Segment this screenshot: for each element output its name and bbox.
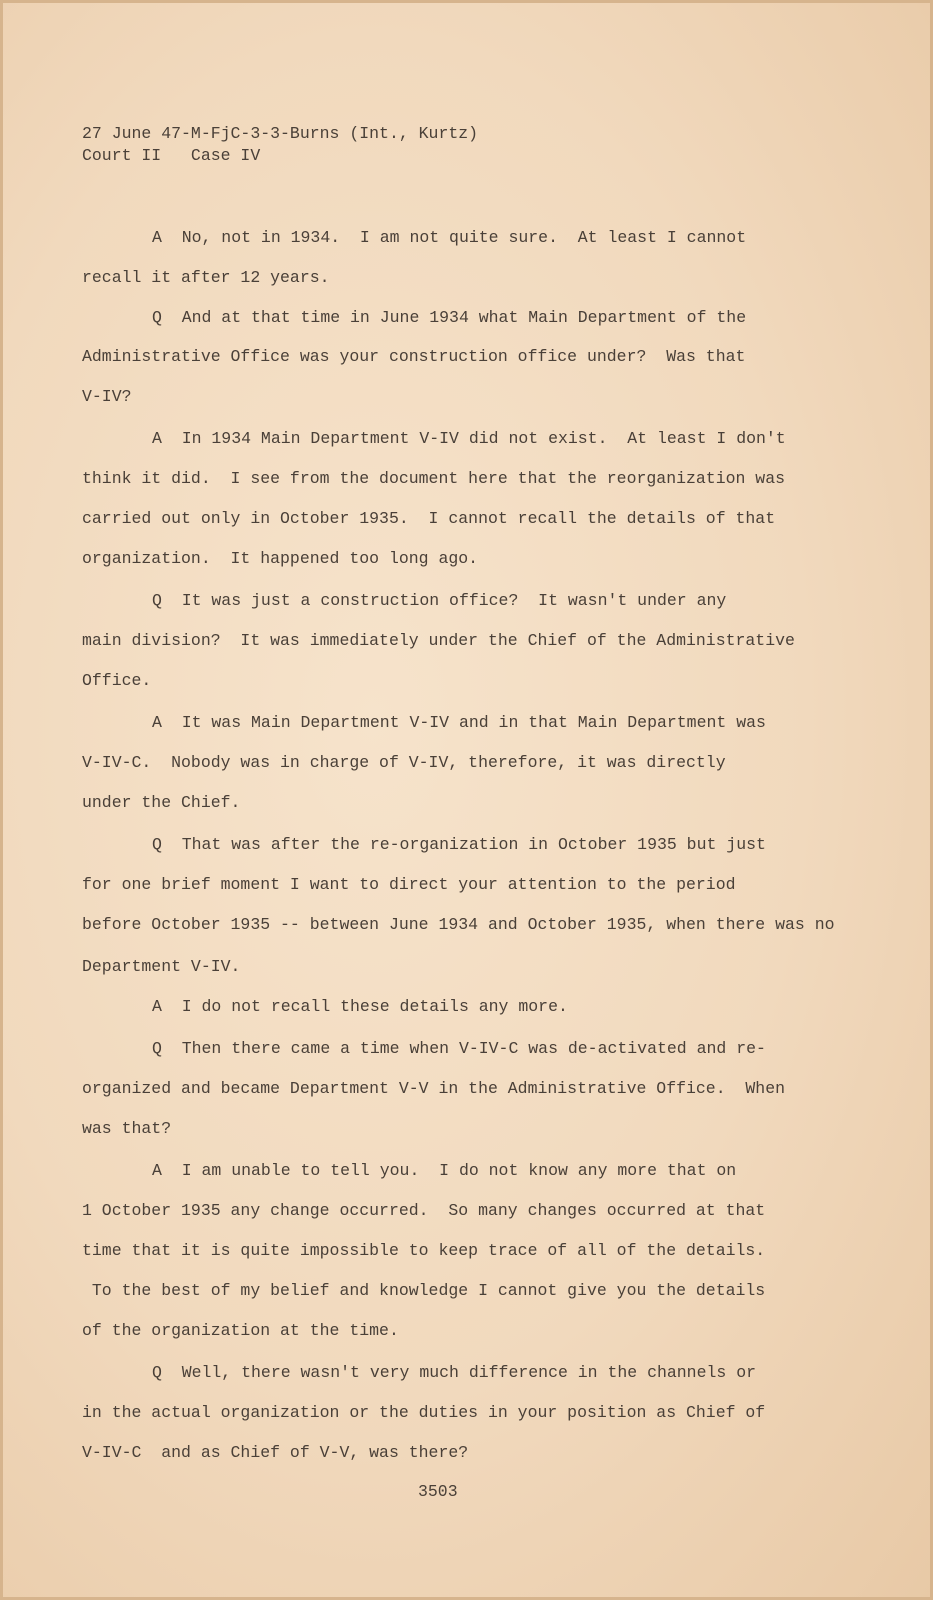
transcript-line: Q It was just a construction office? It wasn't under any xyxy=(152,591,727,610)
transcript-line: recall it after 12 years. xyxy=(82,268,330,287)
transcript-line: Q Well, there wasn't very much difference in the channels or xyxy=(152,1363,756,1382)
transcript-line: V-IV-C. Nobody was in charge of V-IV, therefore, it was directly xyxy=(82,753,726,772)
header-line-1: 27 June 47-M-FjC-3-3-Burns (Int., Kurtz) xyxy=(82,124,479,143)
transcript-line: Administrative Office was your construction office under? Was that xyxy=(82,347,746,366)
transcript-line: Q That was after the re-organization in October 1935 but just xyxy=(152,835,766,854)
transcript-line: in the actual organization or the duties in your position as Chief of xyxy=(82,1403,766,1422)
transcript-line: A I am unable to tell you. I do not know any more that on xyxy=(152,1161,737,1180)
transcript-line: A In 1934 Main Department V-IV did not exist. At least I don't xyxy=(152,429,786,448)
transcript-line: of the organization at the time. xyxy=(82,1321,399,1340)
transcript-line: Office. xyxy=(82,671,152,690)
transcript-line: time that it is quite impossible to keep trace of all of the details. xyxy=(82,1241,766,1260)
transcript-line: Q And at that time in June 1934 what Main Department of the xyxy=(152,308,747,327)
transcript-line: carried out only in October 1935. I cannot recall the details of that xyxy=(82,509,776,528)
transcript-line: organized and became Department V-V in the Administrative Office. When xyxy=(82,1079,786,1098)
transcript-line: Department V-IV. xyxy=(82,957,241,976)
transcript-line: V-IV-C and as Chief of V-V, was there? xyxy=(82,1443,469,1462)
header-line-2: Court II Case IV xyxy=(82,146,261,165)
transcript-line: before October 1935 -- between June 1934 and October 1935, when there was no xyxy=(82,915,835,934)
page-number: 3503 xyxy=(418,1482,458,1501)
transcript-line: main division? It was immediately under the Chief of the Administrative xyxy=(82,631,795,650)
transcript-line: To the best of my belief and knowledge I cannot give you the details xyxy=(82,1281,766,1300)
transcript-line: A I do not recall these details any more. xyxy=(152,997,568,1016)
transcript-line: organization. It happened too long ago. xyxy=(82,549,479,568)
transcript-line: Q Then there came a time when V-IV-C was de-activated and re- xyxy=(152,1039,766,1058)
transcript-line: A No, not in 1934. I am not quite sure. At least I cannot xyxy=(152,228,747,247)
transcript-line: V-IV? xyxy=(82,387,132,406)
transcript-line: think it did. I see from the document here that the reorganization was xyxy=(82,469,786,488)
transcript-line: A It was Main Department V-IV and in that Main Department was xyxy=(152,713,766,732)
transcript-line: was that? xyxy=(82,1119,172,1138)
transcript-line: under the Chief. xyxy=(82,793,241,812)
transcript-line: 1 October 1935 any change occurred. So many changes occurred at that xyxy=(82,1201,766,1220)
transcript-line: for one brief moment I want to direct your attention to the period xyxy=(82,875,736,894)
